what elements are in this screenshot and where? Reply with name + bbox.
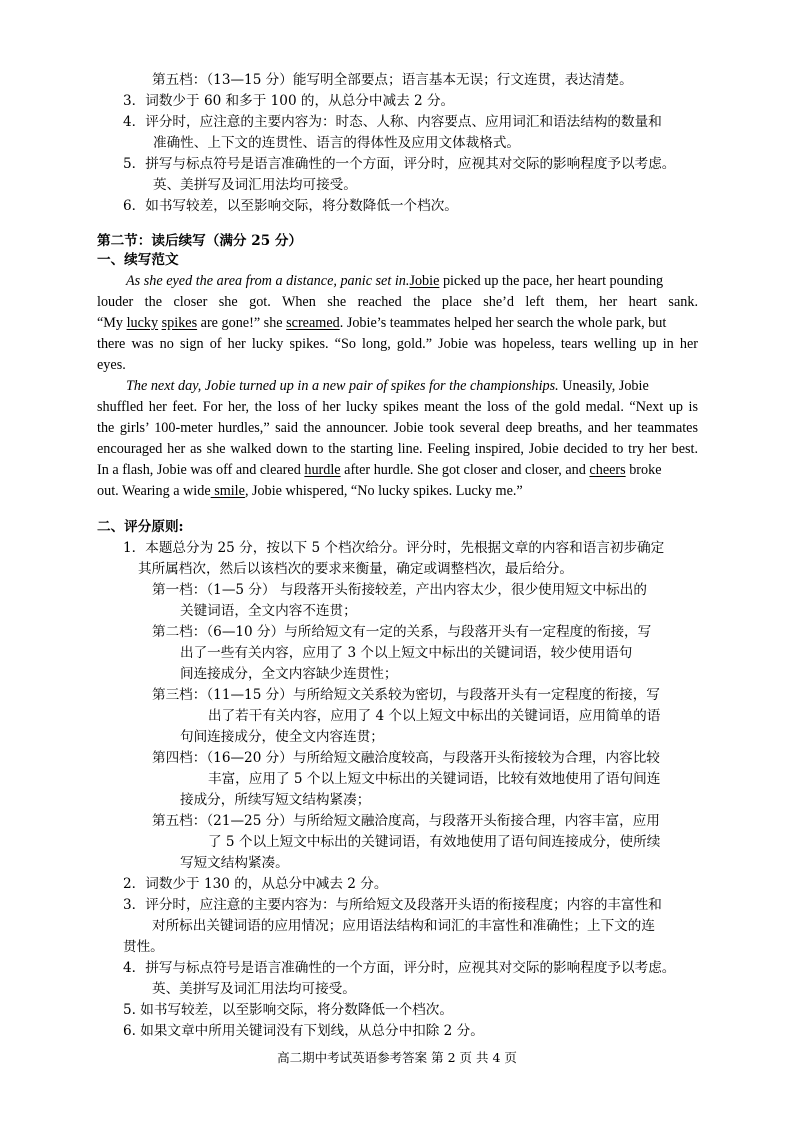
keyword-spikes: spikes <box>161 315 198 331</box>
p2-line-5-c: broke <box>625 462 662 478</box>
p2-line-6-a: out. Wearing a wide <box>97 483 211 499</box>
tier-2-cont-2: 间连接成分，全文内容缺少连贯性； <box>180 666 398 682</box>
keyword-smile: smile <box>210 483 245 499</box>
tier-2: 第二档：（6—10 分）与所给短文有一定的关系，与段落开头有一定程度的衔接，写 <box>152 624 652 640</box>
keyword-screamed: screamed <box>286 315 340 331</box>
keyword-hurdle: hurdle <box>304 462 341 478</box>
rule-1-cont: 其所属档次，然后以该档次的要求来衡量，确定或调整档次，最后给分。 <box>138 561 573 577</box>
p1-italic-opening: As she eyed the area from a distance, panic set in. <box>126 273 410 289</box>
tier-5-cont-1: 了 5 个以上短文中标出的关键词语，有效地使用了语句间连接成分，使所续 <box>208 834 661 850</box>
tier5-line: 第五档：（13—15 分）能写明全部要点；语言基本无误；行文连贯，表达清楚。 <box>152 72 633 88</box>
rule-item-4: 4．评分时，应注意的主要内容为：时态、人称、内容要点、应用词汇和语法结构的数量和 <box>123 114 662 130</box>
p1-line-3-c: . Jobie’s teammates helped her search the whole park, but <box>339 315 667 331</box>
p2-line-5 <box>97 460 662 481</box>
rule-6: 6. 如果文章中所用关键词没有下划线，从总分中扣除 2 分。 <box>123 1023 484 1039</box>
rule-5: 5. 如书写较差，以至影响交际，将分数降低一个档次。 <box>123 1002 453 1018</box>
section-title: 第二节：读后续写（满分 25 分） <box>97 233 303 249</box>
rule-item-5-cont: 英、美拼写及词汇用法均可接受。 <box>153 177 357 193</box>
tier-3-cont-2: 句间连接成分，使全文内容连贯； <box>180 729 384 745</box>
sample-heading: 一、续写范文 <box>97 252 179 268</box>
p2-line-5-b: after hurdle. She got closer and closer, and <box>340 462 590 478</box>
p1-line-3-b: are gone!” she <box>197 315 287 331</box>
keyword-jobie: Jobie <box>409 273 440 289</box>
rule-4: 4．拼写与标点符号是语言准确性的一个方面，评分时，应视其对交际的影响程度予以考虑。 <box>123 960 676 976</box>
rule-4-cont: 英、美拼写及词汇用法均可接受。 <box>152 981 356 997</box>
rule-2: 2．词数少于 130 的，从总分中减去 2 分。 <box>123 876 388 892</box>
tier-3-cont-1: 出了若干有关内容，应用了 4 个以上短文中标出的关键词语，应用简单的语 <box>208 708 661 724</box>
rule-3-cont-2: 贯性。 <box>123 939 164 955</box>
p1-line-1 <box>126 271 663 292</box>
p2-line-1-rest: Uneasily, Jobie <box>558 378 649 394</box>
rule-item-5: 5．拼写与标点符号是语言准确性的一个方面，评分时，应视其对交际的影响程度予以考虑。 <box>123 156 676 172</box>
tier-3: 第三档：（11—15 分）与所给短文关系较为密切，与段落开头有一定程度的衔接，写 <box>152 687 660 703</box>
rule-3: 3．评分时，应注意的主要内容为：与所给短文及段落开头语的衔接程度；内容的丰富性和 <box>123 897 662 913</box>
keyword-lucky: lucky <box>126 315 159 331</box>
p1-line-3 <box>97 313 666 334</box>
tier-4: 第四档：（16—20 分）与所给短文融洽度较高，与段落开头衔接较为合理，内容比较 <box>152 750 660 766</box>
tier-4-cont-1: 丰富，应用了 5 个以上短文中标出的关键词语，比较有效地使用了语句间连 <box>208 771 661 787</box>
p1-line-2: louder the closer she got. When she reached the place she’d left them, her heart sank. <box>97 294 698 310</box>
tier-5-cont-2: 写短文结构紧凑。 <box>180 855 289 871</box>
p2-line-6-b: , Jobie whispered, “No lucky spikes. Lucky me.” <box>244 483 523 499</box>
p2-italic-opening: The next day, Jobie turned up in a new pair of spikes for the championships. <box>126 378 559 394</box>
rule-item-4-cont: 准确性、上下文的连贯性、语言的得体性及应用文体裁格式。 <box>153 135 521 151</box>
p1-line-3-a: “My <box>97 315 127 331</box>
tier-2-cont-1: 出了一些有关内容，应用了 3 个以上短文中标出的关键词语，较少使用语句 <box>180 645 633 661</box>
p2-line-2: shuffled her feet. For her, the loss of her lucky spikes meant the loss of the gold medal. “Next up is <box>97 399 698 415</box>
tier-4-cont-2: 接成分，所续写短文结构紧凑； <box>180 792 371 808</box>
p1-line-1-rest: picked up the pace, her heart pounding <box>439 273 664 289</box>
p1-line-4: there was no sign of her lucky spikes. “So long, gold.” Jobie was hopeless, tears welling up in her <box>97 336 698 352</box>
rule-1: 1．本题总分为 25 分，按以下 5 个档次给分。评分时，先根据文章的内容和语言初步确定 <box>123 540 665 556</box>
p2-line-1 <box>126 376 649 397</box>
tier-1-cont: 关键词语，全文内容不连贯； <box>180 603 357 619</box>
p2-line-3: the girls’ 100-meter hurdles,” said the announcer. Jobie took several deep breaths, and her teammates <box>97 420 698 436</box>
rule-item-3: 3．词数少于 60 和多于 100 的，从总分中减去 2 分。 <box>123 93 455 109</box>
p2-line-5-a: In a flash, Jobie was off and cleared <box>97 462 305 478</box>
rule-3-cont-1: 对所标出关键词语的应用情况；应用语法结构和词汇的丰富性和准确性；上下文的连 <box>152 918 655 934</box>
p2-line-4: encouraged her as she walked down to the starting line. Feeling inspired, Jobie decided to try her best. <box>97 441 698 457</box>
tier-1: 第一档：（1—5 分） 与段落开头衔接较差，产出内容太少，很少使用短文中标出的 <box>152 582 647 598</box>
rules-heading: 二、评分原则: <box>97 519 184 535</box>
p2-line-6 <box>97 481 523 502</box>
keyword-cheers: cheers <box>589 462 626 478</box>
page-footer: 高二期中考试英语参考答案 第 2 页 共 4 页 <box>277 1050 517 1065</box>
tier-5: 第五档：（21—25 分）与所给短文融洽度高，与段落开头衔接合理，内容丰富，应用 <box>152 813 660 829</box>
rule-item-6: 6．如书写较差，以至影响交际，将分数降低一个档次。 <box>123 198 458 214</box>
p1-line-5: eyes. <box>97 357 126 373</box>
